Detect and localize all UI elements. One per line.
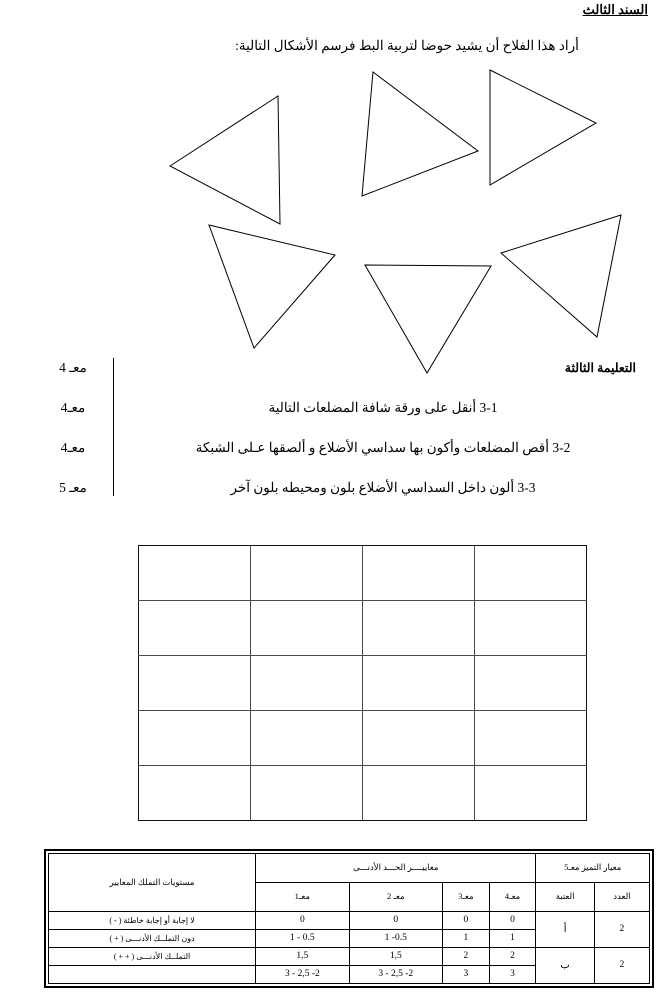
header-m1: معـ1 — [256, 883, 349, 912]
cell-m2-r4: 2- 2,5 - 3 — [349, 966, 442, 984]
cell-m3-r3: 2 — [442, 948, 489, 966]
grid-cell[interactable] — [251, 546, 363, 601]
header-m2: معـ 2 — [349, 883, 442, 912]
cell-m2-r2: 0.5- 1 — [349, 930, 442, 948]
grid-cell[interactable] — [139, 711, 251, 766]
grid-cell[interactable] — [139, 656, 251, 711]
cell-nombre-b: 2 — [594, 948, 649, 984]
cell-m2-r3: 1,5 — [349, 948, 442, 966]
header-excellence-criterion: معيار التميز معـ5 — [536, 854, 650, 883]
table-row — [49, 912, 650, 930]
cell-m1-r3: 1,5 — [256, 948, 349, 966]
instruction-score-2: معـ4 — [60, 440, 86, 455]
instruction-row-3 — [0, 480, 672, 504]
grid-cell[interactable] — [139, 766, 251, 821]
grid-cell[interactable] — [363, 766, 475, 821]
table-row — [49, 854, 650, 883]
triangle-shape-4 — [209, 225, 335, 348]
table-row — [139, 601, 587, 656]
header-seuil: العتبة — [536, 883, 594, 912]
cell-m3-r4: 3 — [442, 966, 489, 984]
rubric-table-wrapper — [44, 849, 654, 988]
rubric-table — [48, 853, 650, 984]
cell-m3-r2: 1 — [442, 930, 489, 948]
intro-paragraph: أراد هذا الفلاح أن يشيد حوضا لتربية البط فرسم الأشكال التالية: — [235, 38, 579, 53]
grid-cell[interactable] — [475, 766, 587, 821]
grid-cell[interactable] — [251, 766, 363, 821]
cell-level-r1: لا إجابة أو إجابة خاطئة ( - ) — [49, 912, 256, 930]
cell-seuil-a: أ — [536, 912, 594, 948]
cell-seuil-b: ب — [536, 948, 594, 984]
grid-cell[interactable] — [363, 546, 475, 601]
instruction-row-1 — [0, 400, 672, 424]
grid-cell[interactable] — [475, 546, 587, 601]
answer-grid — [138, 545, 587, 821]
header-nombre: العدد — [594, 883, 649, 912]
cell-m2-r1: 0 — [349, 912, 442, 930]
cell-level-r3: التملــك الأدنـــى ( + + ) — [49, 948, 256, 966]
cell-level-r4 — [49, 966, 256, 984]
grid-cell[interactable] — [363, 601, 475, 656]
header-m3: معـ3 — [442, 883, 489, 912]
grid-cell[interactable] — [139, 546, 251, 601]
cell-m1-r1: 0 — [256, 912, 349, 930]
instruction-heading-score: معـ 4 — [59, 360, 87, 375]
grid-cell[interactable] — [251, 711, 363, 766]
instruction-score-1: معـ4 — [60, 400, 86, 415]
cell-m1-r2: 0.5 - 1 — [256, 930, 349, 948]
cell-level-r2: دون التملــك الأدنـــى ( + ) — [49, 930, 256, 948]
header-mastery-levels: مستويات التملك المعايير — [49, 854, 256, 912]
table-row — [139, 546, 587, 601]
cell-m4-r3: 2 — [489, 948, 536, 966]
table-row — [139, 711, 587, 766]
cell-m4-r2: 1 — [489, 930, 536, 948]
cell-nombre-a: 2 — [594, 912, 649, 948]
triangle-shape-6 — [501, 215, 621, 337]
grid-cell[interactable] — [475, 601, 587, 656]
grid-cell[interactable] — [251, 601, 363, 656]
cell-m1-r4: 2- 2,5 - 3 — [256, 966, 349, 984]
rubric-table-head — [49, 854, 650, 912]
triangle-figure-group — [0, 0, 672, 400]
header-minimum-criteria: معاييــــر الحـــد الأدنـــى — [256, 854, 536, 883]
grid-cell[interactable] — [139, 601, 251, 656]
table-row — [49, 948, 650, 966]
cell-m4-r4: 3 — [489, 966, 536, 984]
page-title: السند الثالث — [582, 2, 648, 17]
rubric-table-body — [49, 912, 650, 984]
grid-cell[interactable] — [251, 656, 363, 711]
grid-cell[interactable] — [363, 711, 475, 766]
instruction-text-2: 3-2 أقص المضلعات وأكون بها سداسي الأضلاع و ألصقها عـلى الشبكة — [195, 440, 571, 455]
answer-grid-body — [139, 546, 587, 821]
header-m4: معـ4 — [489, 883, 536, 912]
instruction-heading-row — [0, 360, 672, 384]
instruction-heading-label: التعليمة الثالثة — [564, 361, 636, 375]
grid-cell[interactable] — [363, 656, 475, 711]
triangle-shape-2 — [362, 72, 478, 196]
grid-cell[interactable] — [475, 711, 587, 766]
table-row — [139, 766, 587, 821]
instruction-score-3: معـ 5 — [59, 480, 87, 495]
grid-cell[interactable] — [475, 656, 587, 711]
instructions-block — [0, 352, 672, 502]
triangle-shape-3 — [490, 70, 596, 185]
instruction-row-2 — [0, 440, 672, 464]
cell-m3-r1: 0 — [442, 912, 489, 930]
instruction-text-1: 3-1 أنقل على ورقة شافة المضلعات التالية — [268, 400, 498, 415]
instruction-text-3: 3-3 ألون داخل السداسي الأضلاع بلون ومحيطه بلون آخر — [230, 480, 536, 495]
table-row — [139, 656, 587, 711]
cell-m4-r1: 0 — [489, 912, 536, 930]
triangle-shape-1 — [170, 96, 280, 224]
